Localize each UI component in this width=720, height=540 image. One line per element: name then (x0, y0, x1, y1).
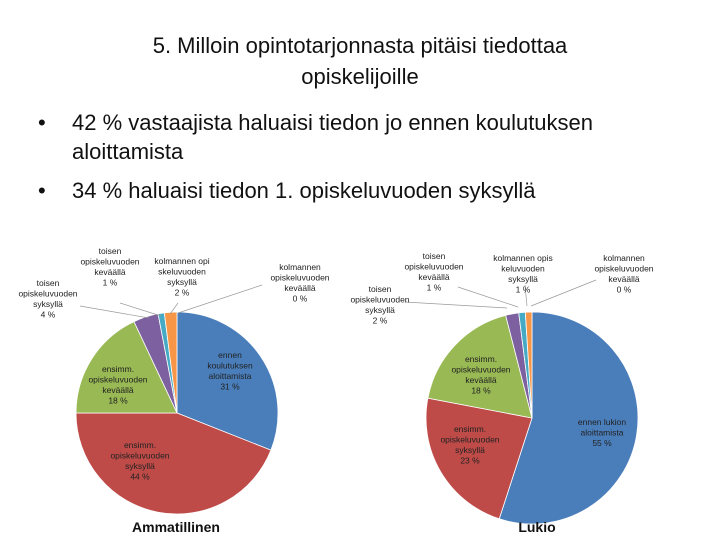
slice-label-line: kolmannen opi (154, 256, 210, 266)
slice-label-line: syksyllä (167, 277, 197, 287)
slice-label-line: keluvuoden (501, 263, 545, 274)
slide-title-line-2: opiskelijoille (301, 64, 419, 89)
slice-label-line: 18 % (108, 395, 128, 406)
slice-label-line: ensimm. (453, 424, 487, 434)
bullet-dot-icon: • (38, 110, 46, 135)
slice-label-line: keväällä (94, 267, 126, 277)
slice-label-line: opiskeluvuoden (594, 263, 654, 274)
ammatillinen-pie-caption: Ammatillinen (132, 519, 220, 535)
slice-label-line: syksyllä (365, 305, 395, 315)
slice-label-line: toisen (98, 246, 122, 256)
slice-label-line: ennen (218, 350, 242, 360)
slice-label-line: 2 % (174, 287, 190, 298)
slice-label-line: 4 % (40, 309, 56, 320)
slice-label-line: 23 % (460, 455, 480, 466)
slice-label-line: ensimm. (123, 440, 157, 450)
leader-line (80, 306, 149, 318)
bullet-text: 42 % vastaajista haluaisi tiedon jo ennen koulutuksen aloittamista (72, 110, 594, 164)
slice-label-line: toisen (36, 278, 60, 288)
slice-label-line: syksyllä (33, 299, 63, 309)
slice-label-line: koulutuksen (207, 360, 253, 371)
slice-label-line: kolmannen (603, 253, 645, 263)
slice-label (350, 284, 409, 326)
slice-label-line: opiskeluvuoden (18, 288, 78, 299)
slice-label (18, 278, 77, 320)
slice-label (270, 262, 329, 304)
slice-label-line: 44 % (130, 471, 150, 482)
slice-label (80, 246, 139, 288)
slice-label-line: opiskeluvuoden (270, 272, 330, 283)
bullet-text: 34 % haluaisi tiedon 1. opiskeluvuoden syksyllä (72, 178, 536, 203)
slice-label-line: kolmannen (279, 262, 321, 272)
slice-label-line: 1 % (102, 277, 118, 288)
leader-line (531, 280, 596, 306)
leader-line (458, 287, 518, 307)
leader-line (405, 302, 507, 308)
slice-label-line: syksyllä (125, 461, 155, 471)
slice-label-line: 0 % (292, 293, 308, 304)
slice-label-line: keväällä (465, 375, 497, 385)
slice-label-line: 1 % (426, 282, 442, 293)
slice-label-line: 1 % (515, 284, 531, 295)
slice-label-line: 2 % (372, 315, 388, 326)
slice-label-line: opiskeluvuoden (110, 450, 170, 461)
slice-label-line: opiskeluvuoden (88, 374, 148, 385)
slice-label-line: opiskeluvuoden (350, 294, 410, 305)
lukio-pie-caption: Lukio (518, 519, 556, 535)
slice-label-line: opiskeluvuoden (404, 261, 464, 272)
slice-label-line: syksyllä (508, 274, 538, 284)
slice-label-line: syksyllä (455, 445, 485, 455)
slice-label-line: 31 % (220, 381, 240, 392)
lukio-pie (350, 251, 653, 535)
slice-label-line: toisen (368, 284, 392, 294)
slice-label-line: keväällä (418, 272, 450, 282)
bullet-dot-icon: • (38, 178, 46, 203)
slice-label-line: keväällä (102, 385, 134, 395)
leader-line (178, 285, 262, 313)
slice-label-line: 55 % (592, 438, 612, 448)
slice-label-line: opiskeluvuoden (80, 256, 140, 267)
ammatillinen-pie (18, 246, 329, 535)
slice-label-line: ensimm. (101, 364, 135, 374)
slice-label (594, 253, 653, 295)
slice-label-line: 18 % (471, 385, 491, 396)
slice-label-line: keväällä (284, 283, 316, 293)
slice-label-line: kolmannen opis (493, 253, 553, 263)
slice-label-line: aloittamista (580, 427, 624, 438)
slice-label-line: ennen lukion (577, 417, 627, 427)
slice-label-line: skeluvuoden (158, 266, 206, 277)
slice-label-line: keväällä (608, 274, 640, 284)
slice-label-line: 0 % (616, 284, 632, 295)
slide-title-line-1: 5. Milloin opintotarjonnasta pitäisi tiedottaa (152, 33, 568, 58)
slice-label-line: aloittamista (208, 371, 252, 381)
slice-label (404, 251, 463, 293)
slice-label (493, 253, 553, 295)
slice-label-line: opiskeluvuoden (451, 364, 511, 375)
slice-label (154, 256, 209, 298)
slice-label-line: opiskeluvuoden (440, 434, 500, 445)
slice-label-line: toisen (422, 251, 446, 261)
slice-label-line: ensimm. (464, 354, 498, 364)
